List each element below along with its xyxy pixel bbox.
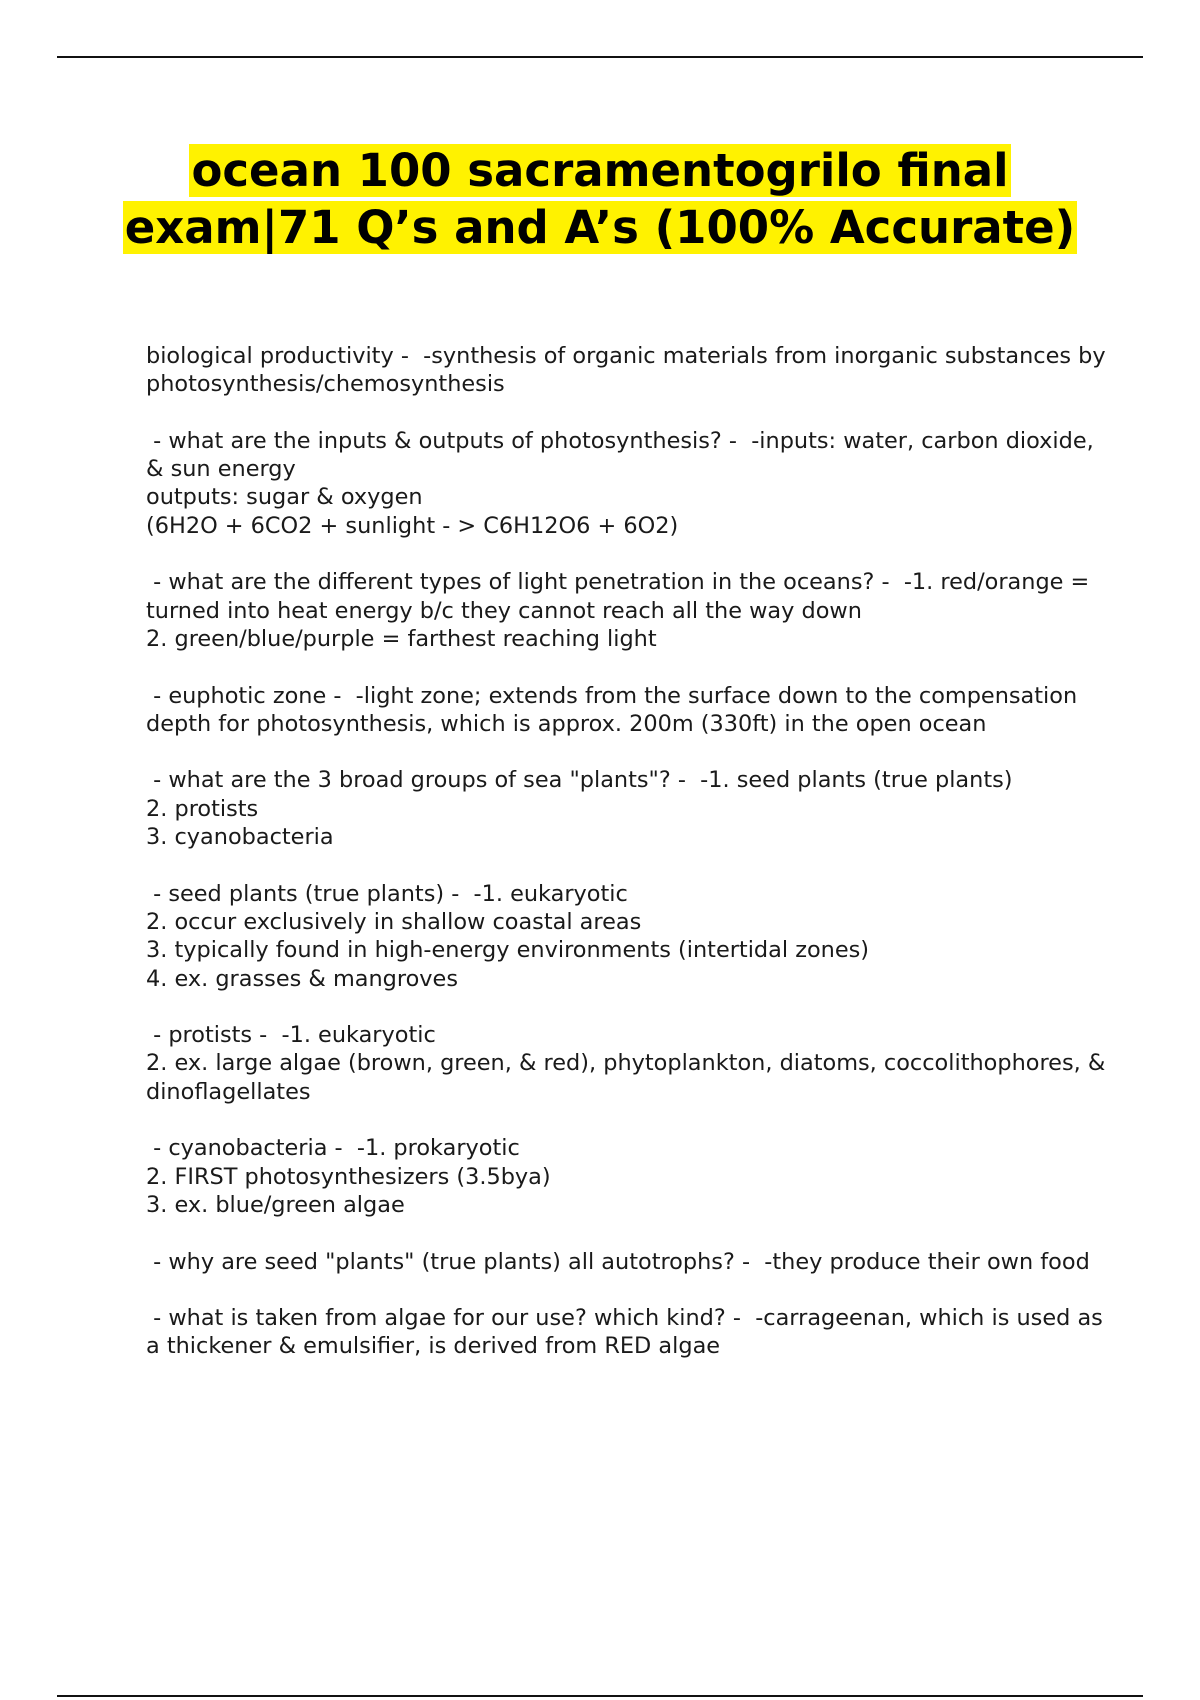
qa-line: - cyanobacteria - -1. prokaryotic xyxy=(146,1135,520,1162)
bottom-rule xyxy=(57,1695,1143,1697)
qa-line: 3. ex. blue/green algae xyxy=(146,1191,405,1218)
qa-entry xyxy=(146,1021,1113,1106)
qa-entry xyxy=(146,342,1113,399)
title-highlight: ocean 100 sacramentogrilo final exam|71 Q’s and A’s (100% Accurate) xyxy=(124,144,1076,254)
title-block xyxy=(100,142,1100,256)
qa-line: biological productivity - -synthesis of organic materials from inorganic substances by photosynthesis/chemosynthesis xyxy=(146,343,1113,398)
qa-entry xyxy=(146,880,1106,993)
qa-line: 2. ex. large algae (brown, green, & red), phytoplankton, diatoms, coccolithophores, & dinoflagellates xyxy=(146,1050,1113,1105)
qa-line: 4. ex. grasses & mangroves xyxy=(146,965,458,992)
qa-line: - what is taken from algae for our use? which kind? - -carrageenan, which is used as a thickener & emulsifier, is derived from RED algae xyxy=(146,1305,1110,1360)
qa-entry xyxy=(146,682,1106,739)
qa-line: - what are the 3 broad groups of sea "plants"? - -1. seed plants (true plants) xyxy=(146,767,1013,794)
qa-line: 2. protists xyxy=(146,795,259,822)
qa-line: outputs: sugar & oxygen xyxy=(146,484,423,511)
qa-entry xyxy=(146,1304,1110,1361)
qa-line: 2. green/blue/purple = farthest reaching light xyxy=(146,625,657,652)
qa-line: 3. typically found in high-energy environments (intertidal zones) xyxy=(146,937,870,964)
top-rule xyxy=(57,56,1143,58)
document-body xyxy=(146,342,1113,1389)
qa-entry xyxy=(146,568,1106,653)
qa-line: (6H2O + 6CO2 + sunlight - > C6H12O6 + 6O2) xyxy=(146,512,679,539)
qa-line: 2. occur exclusively in shallow coastal areas xyxy=(146,908,642,935)
qa-entry xyxy=(146,766,1106,851)
document-title xyxy=(100,142,1100,256)
qa-entry xyxy=(146,427,1106,540)
qa-line: - what are the different types of light penetration in the oceans? - -1. red/orange = turned into heat energy b/c they cannot reach all the way down xyxy=(146,569,1097,624)
qa-line: - why are seed "plants" (true plants) all autotrophs? - -they produce their own food xyxy=(146,1248,1090,1275)
qa-line: 2. FIRST photosynthesizers (3.5bya) xyxy=(146,1163,551,1190)
qa-line: - what are the inputs & outputs of photosynthesis? - -inputs: water, carbon dioxide, & sun energy xyxy=(146,427,1101,483)
qa-line: 3. cyanobacteria xyxy=(146,824,334,851)
qa-line: - seed plants (true plants) - -1. eukaryotic xyxy=(146,880,628,907)
qa-line: - euphotic zone - -light zone; extends from the surface down to the compensation depth for photosynthesis, which is approx. 200m (330ft) in the open ocean xyxy=(146,682,1085,737)
qa-entry xyxy=(146,1134,1106,1219)
qa-line: - protists - -1. eukaryotic xyxy=(146,1022,436,1049)
qa-entry xyxy=(146,1248,1106,1276)
